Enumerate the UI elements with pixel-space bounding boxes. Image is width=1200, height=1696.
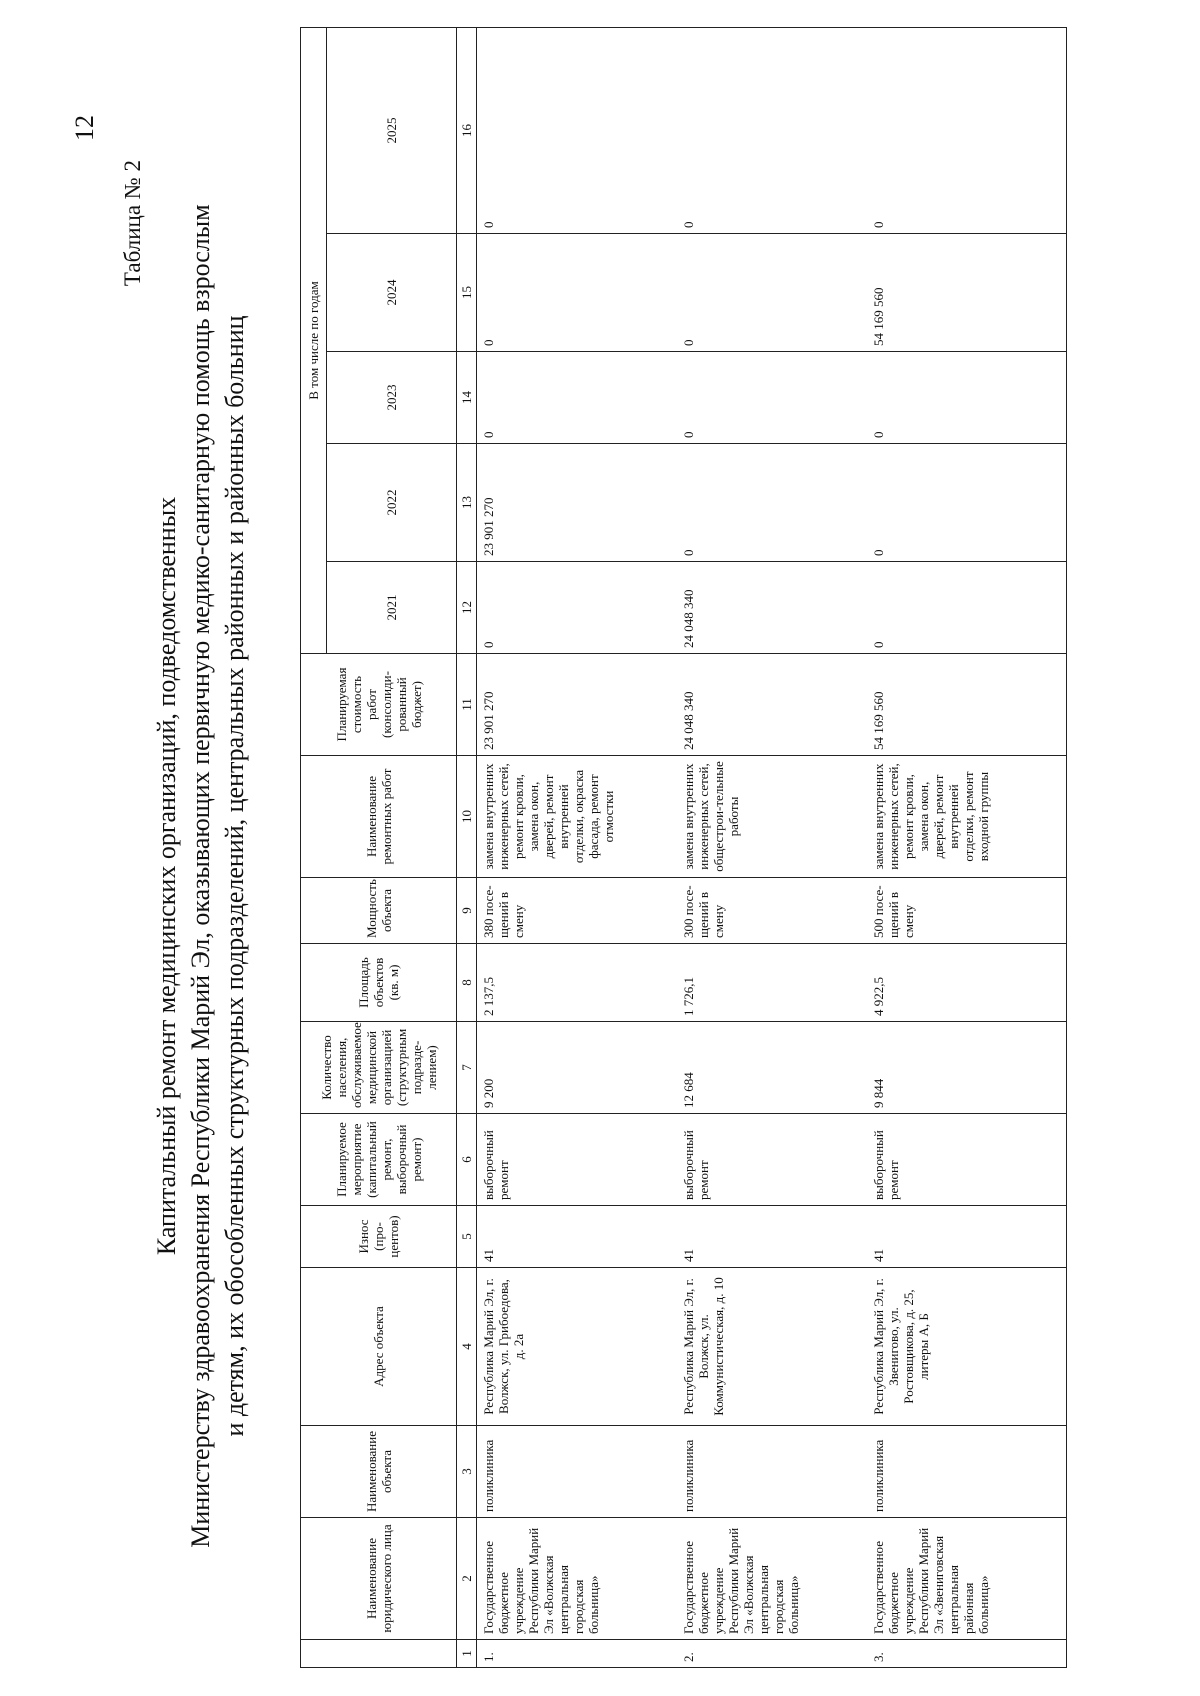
works-cell: замена внутренних инженерных сетей, ремонт кровли, замена окон, дверей, ремонт внутренней отделки, окраска фасада, ремонт отмостки [477, 756, 677, 878]
area-cell: 1 726,1 [677, 944, 867, 1022]
year-2022-cell: 23 901 270 [477, 444, 677, 562]
year-2021-cell: 0 [867, 562, 1067, 654]
wear-cell: 41 [867, 1206, 1067, 1268]
measure-cell: выборочный ремонт [677, 1114, 867, 1206]
column-number: 14 [457, 352, 477, 444]
header-year-2025: 2025 [327, 27, 457, 233]
works-cell: замена внутренних инженерных сетей, общестрои-тельные работы [677, 756, 867, 878]
year-2022-cell: 0 [677, 444, 867, 562]
column-number: 13 [457, 444, 477, 562]
cost-cell: 23 901 270 [477, 654, 677, 756]
legal-entity-cell: Государственное бюджетное учреждение Республики Марий Эл «Звениговская центральная районная больница» [867, 1518, 1067, 1640]
column-number: 16 [457, 27, 477, 233]
cost-cell: 54 169 560 [867, 654, 1067, 756]
population-cell: 12 684 [677, 1022, 867, 1114]
works-cell: замена внутренних инженерных сетей, ремонт кровли, замена окон, дверей, ремонт внутренней отделки, ремонт входной группы [867, 756, 1067, 878]
population-cell: 9 844 [867, 1022, 1067, 1114]
row-index: 2. [677, 1640, 867, 1668]
year-2024-cell: 0 [477, 234, 677, 352]
capacity-cell: 380 посе-щений в смену [477, 878, 677, 944]
header-cost: Планируемая стоимость работ (консолиди-рованный бюджет) [301, 654, 457, 756]
header-index [301, 1640, 457, 1668]
area-cell: 4 922,5 [867, 944, 1067, 1022]
object-name-cell: поликлиника [477, 1426, 677, 1518]
header-area: Площадь объектов (кв. м) [301, 944, 457, 1022]
header-population: Количество населения, обслуживаемое медицинской организацией (структурным подразде-лением) [301, 1022, 457, 1114]
capacity-cell: 500 посе-щений в смену [867, 878, 1067, 944]
population-cell: 9 200 [477, 1022, 677, 1114]
measure-cell: выборочный ремонт [867, 1114, 1067, 1206]
table-row [677, 27, 867, 1667]
column-number: 2 [457, 1518, 477, 1640]
address-cell: Республика Марий Эл, г. Волжск, ул. Грибоедова, д. 2а [477, 1268, 677, 1426]
address-cell: Республика Марий Эл, г. Волжск, ул. Коммунистическая, д. 10 [677, 1268, 867, 1426]
column-number: 9 [457, 878, 477, 944]
object-name-cell: поликлиника [677, 1426, 867, 1518]
table-row [477, 27, 677, 1667]
legal-entity-cell: Государственное бюджетное учреждение Республики Марий Эл «Волжская центральная городская больница» [677, 1518, 867, 1640]
column-number: 8 [457, 944, 477, 1022]
legal-entity-cell: Государственное бюджетное учреждение Республики Марий Эл «Волжская центральная городская больница» [477, 1518, 677, 1640]
column-number: 1 [457, 1640, 477, 1668]
title-line-2: Министерству здравоохранения Республики Марий Эл, оказывающих первичную медико-санитарную помощь взрослым [186, 204, 215, 1548]
area-cell: 2 137,5 [477, 944, 677, 1022]
column-number: 11 [457, 654, 477, 756]
header-object-name: Наименование объекта [301, 1426, 457, 1518]
column-number: 10 [457, 756, 477, 878]
table-label: Таблица № 2 [120, 160, 145, 287]
column-number: 3 [457, 1426, 477, 1518]
header-year-2024: 2024 [327, 234, 457, 352]
header-by-year: В том числе по годам [301, 27, 327, 653]
wear-cell: 41 [477, 1206, 677, 1268]
year-2024-cell: 0 [677, 234, 867, 352]
column-number-row [457, 27, 477, 1667]
table-row [867, 27, 1067, 1667]
address-cell: Республика Марий Эл, г. Звенигово, ул. Ростовщикова, д. 25, литеры А, Б [867, 1268, 1067, 1426]
title-line-1: Капитальный ремонт медицинских организаций, подведомственных [152, 496, 181, 1256]
header-legal-entity: Наименование юридического лица [301, 1518, 457, 1640]
object-name-cell: поликлиника [867, 1426, 1067, 1518]
document-title [150, 96, 252, 1656]
header-capacity: Мощность объекта [301, 878, 457, 944]
wear-cell: 41 [677, 1206, 867, 1268]
column-number: 6 [457, 1114, 477, 1206]
column-number: 5 [457, 1206, 477, 1268]
row-index: 3. [867, 1640, 1067, 1668]
repair-table [300, 27, 1067, 1668]
year-2023-cell: 0 [867, 352, 1067, 444]
row-index: 1. [477, 1640, 677, 1668]
header-year-2021: 2021 [327, 562, 457, 654]
year-2025-cell: 0 [677, 27, 867, 233]
header-works: Наименование ремонтных работ [301, 756, 457, 878]
year-2023-cell: 0 [477, 352, 677, 444]
header-measure: Планируемое мероприятие (капитальный ремонт, выборочный ремонт) [301, 1114, 457, 1206]
header-address: Адрес объекта [301, 1268, 457, 1426]
year-2025-cell: 0 [867, 27, 1067, 233]
column-number: 15 [457, 234, 477, 352]
year-2021-cell: 24 048 340 [677, 562, 867, 654]
header-year-2022: 2022 [327, 444, 457, 562]
measure-cell: выборочный ремонт [477, 1114, 677, 1206]
table-header [301, 27, 477, 1667]
cost-cell: 24 048 340 [677, 654, 867, 756]
page-number: 12 [70, 115, 99, 141]
year-2024-cell: 54 169 560 [867, 234, 1067, 352]
header-year-2023: 2023 [327, 352, 457, 444]
table-body [477, 27, 1067, 1667]
title-line-3: и детям, их обособленных структурных подразделений, центральных районных и районных больниц [220, 315, 249, 1437]
year-2022-cell: 0 [867, 444, 1067, 562]
column-number: 12 [457, 562, 477, 654]
column-number: 7 [457, 1022, 477, 1114]
column-number: 4 [457, 1268, 477, 1426]
year-2023-cell: 0 [677, 352, 867, 444]
year-2025-cell: 0 [477, 27, 677, 233]
year-2021-cell: 0 [477, 562, 677, 654]
capacity-cell: 300 посе-щений в смену [677, 878, 867, 944]
header-wear: Износ (про-центов) [301, 1206, 457, 1268]
